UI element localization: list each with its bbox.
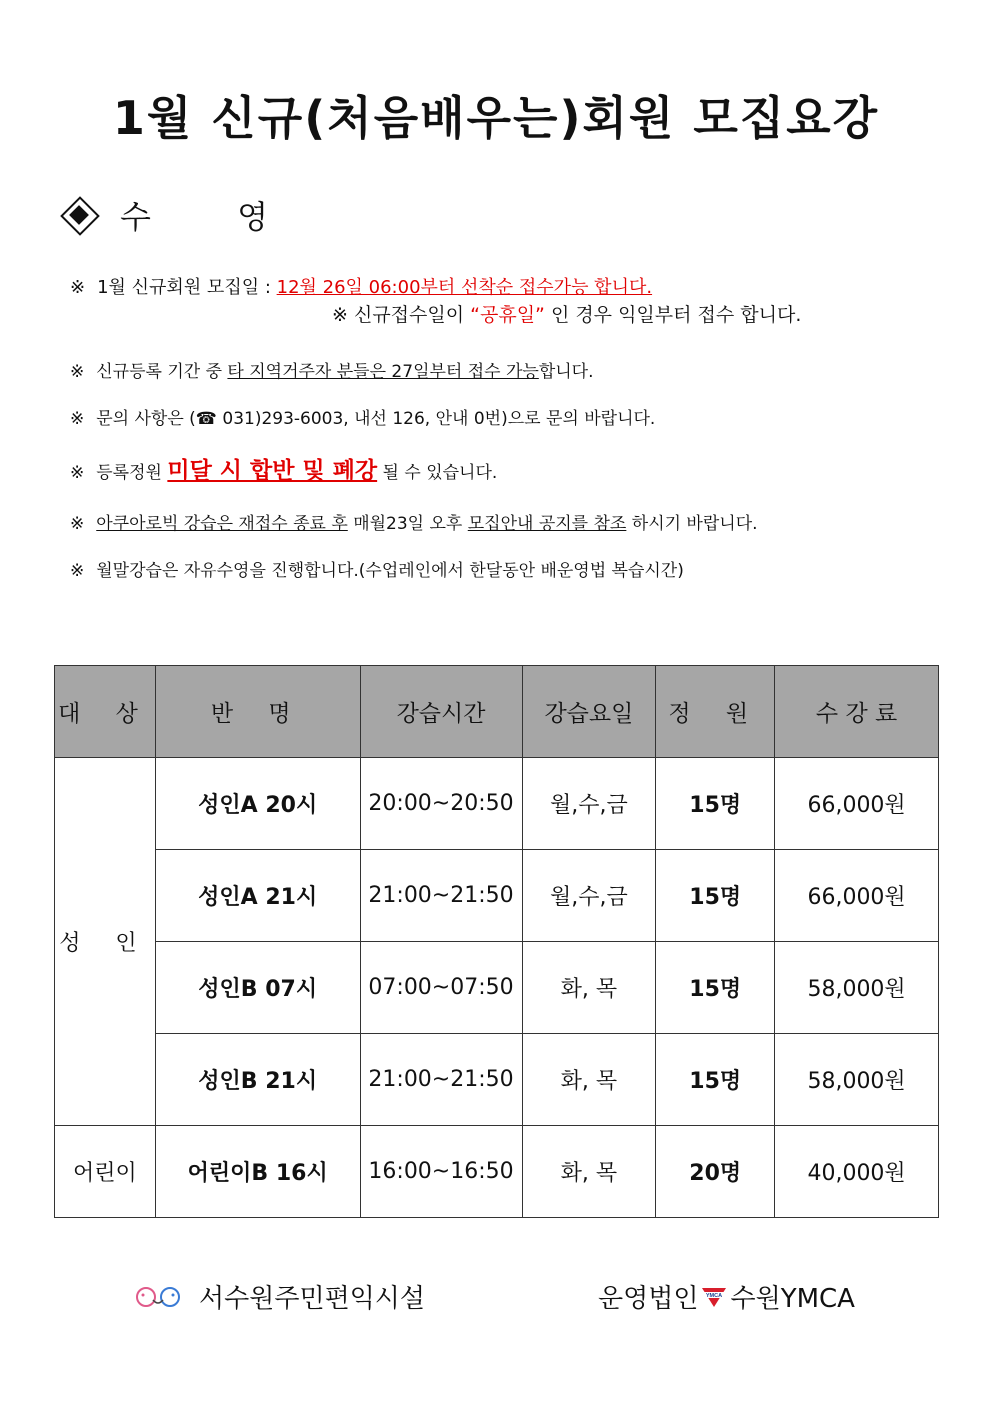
col-class: 반 명 — [155, 666, 360, 758]
col-time: 강습시간 — [360, 666, 522, 758]
table-row: 성인B 07시 07:00~07:50 화, 목 15명 58,000원 — [55, 942, 939, 1034]
section-heading — [60, 192, 306, 238]
page-title: 1월 신규(처음배우는)회원 모집요강 — [112, 91, 880, 145]
diamond-bullet-icon — [60, 196, 98, 234]
footer-operator: 운영법인 YMCA 수원YMCA — [598, 1284, 855, 1314]
col-capacity: 정 원 — [656, 666, 775, 758]
facility-name: 서수원주민편익시설 — [199, 1284, 426, 1314]
facility-logo-icon — [133, 1284, 183, 1310]
notice-contact: ※ 문의 사항은 (☎ 031)293-6003, 내선 126, 안내 0번)으로 문의 바랍니다. — [70, 409, 656, 429]
target-cell-adult: 성 인 — [55, 758, 156, 1126]
table-row: 어린이 어린이B 16시 16:00~16:50 화, 목 20명 40,000원 — [55, 1126, 939, 1218]
ymca-logo-icon — [700, 1286, 728, 1308]
holiday-highlight: “공휴일” — [470, 304, 545, 326]
notice-holiday: ※ 신규접수일이 “공휴일” 인 경우 익일부터 접수 합니다. — [332, 304, 802, 326]
col-days: 강습요일 — [522, 666, 656, 758]
table-row: 성인A 21시 21:00~21:50 월,수,금 15명 66,000원 — [55, 850, 939, 942]
col-target: 대 상 — [55, 666, 156, 758]
notice-min-enrollment: ※ 등록정원 미달 시 합반 및 폐강 될 수 있습니다. — [70, 458, 498, 484]
section-label: 수 영 — [120, 198, 306, 236]
notice-recruit-date: ※ 1월 신규회원 모집일 : 12월 26일 06:00부터 선착순 접수가능 합니다. — [70, 277, 653, 298]
table-row: 성인B 21시 21:00~21:50 화, 목 15명 58,000원 — [55, 1034, 939, 1126]
footer-facility — [133, 1278, 425, 1315]
svg-text:YMCA: YMCA — [706, 1292, 723, 1299]
notice-other-region: ※ 신규등록 기간 중 타 지역거주자 분들은 27일부터 접수 가능합니다. — [70, 362, 594, 382]
notice-aquarobic: ※ 아쿠아로빅 강습은 재접수 종료 후 매월23일 오후 모집안내 공지를 참조 하시기 바랍니다. — [70, 514, 758, 534]
recruit-date-value: 12월 26일 06:00부터 선착순 접수가능 합니다. — [276, 277, 653, 298]
schedule-table — [54, 665, 939, 1218]
target-cell-child: 어린이 — [55, 1126, 156, 1218]
table-row: 성 인 성인A 20시 20:00~20:50 월,수,금 15명 66,000원 — [55, 758, 939, 850]
table-header-row — [55, 666, 939, 758]
recruit-date-label: 1월 신규회원 모집일 : — [97, 277, 271, 298]
notice-month-end: ※ 월말강습은 자유수영을 진행합니다.(수업레인에서 한달동안 배운영법 복습시간) — [70, 561, 684, 581]
cancel-warning: 미달 시 합반 및 폐강 — [167, 458, 378, 484]
col-fee: 수 강 료 — [775, 666, 939, 758]
